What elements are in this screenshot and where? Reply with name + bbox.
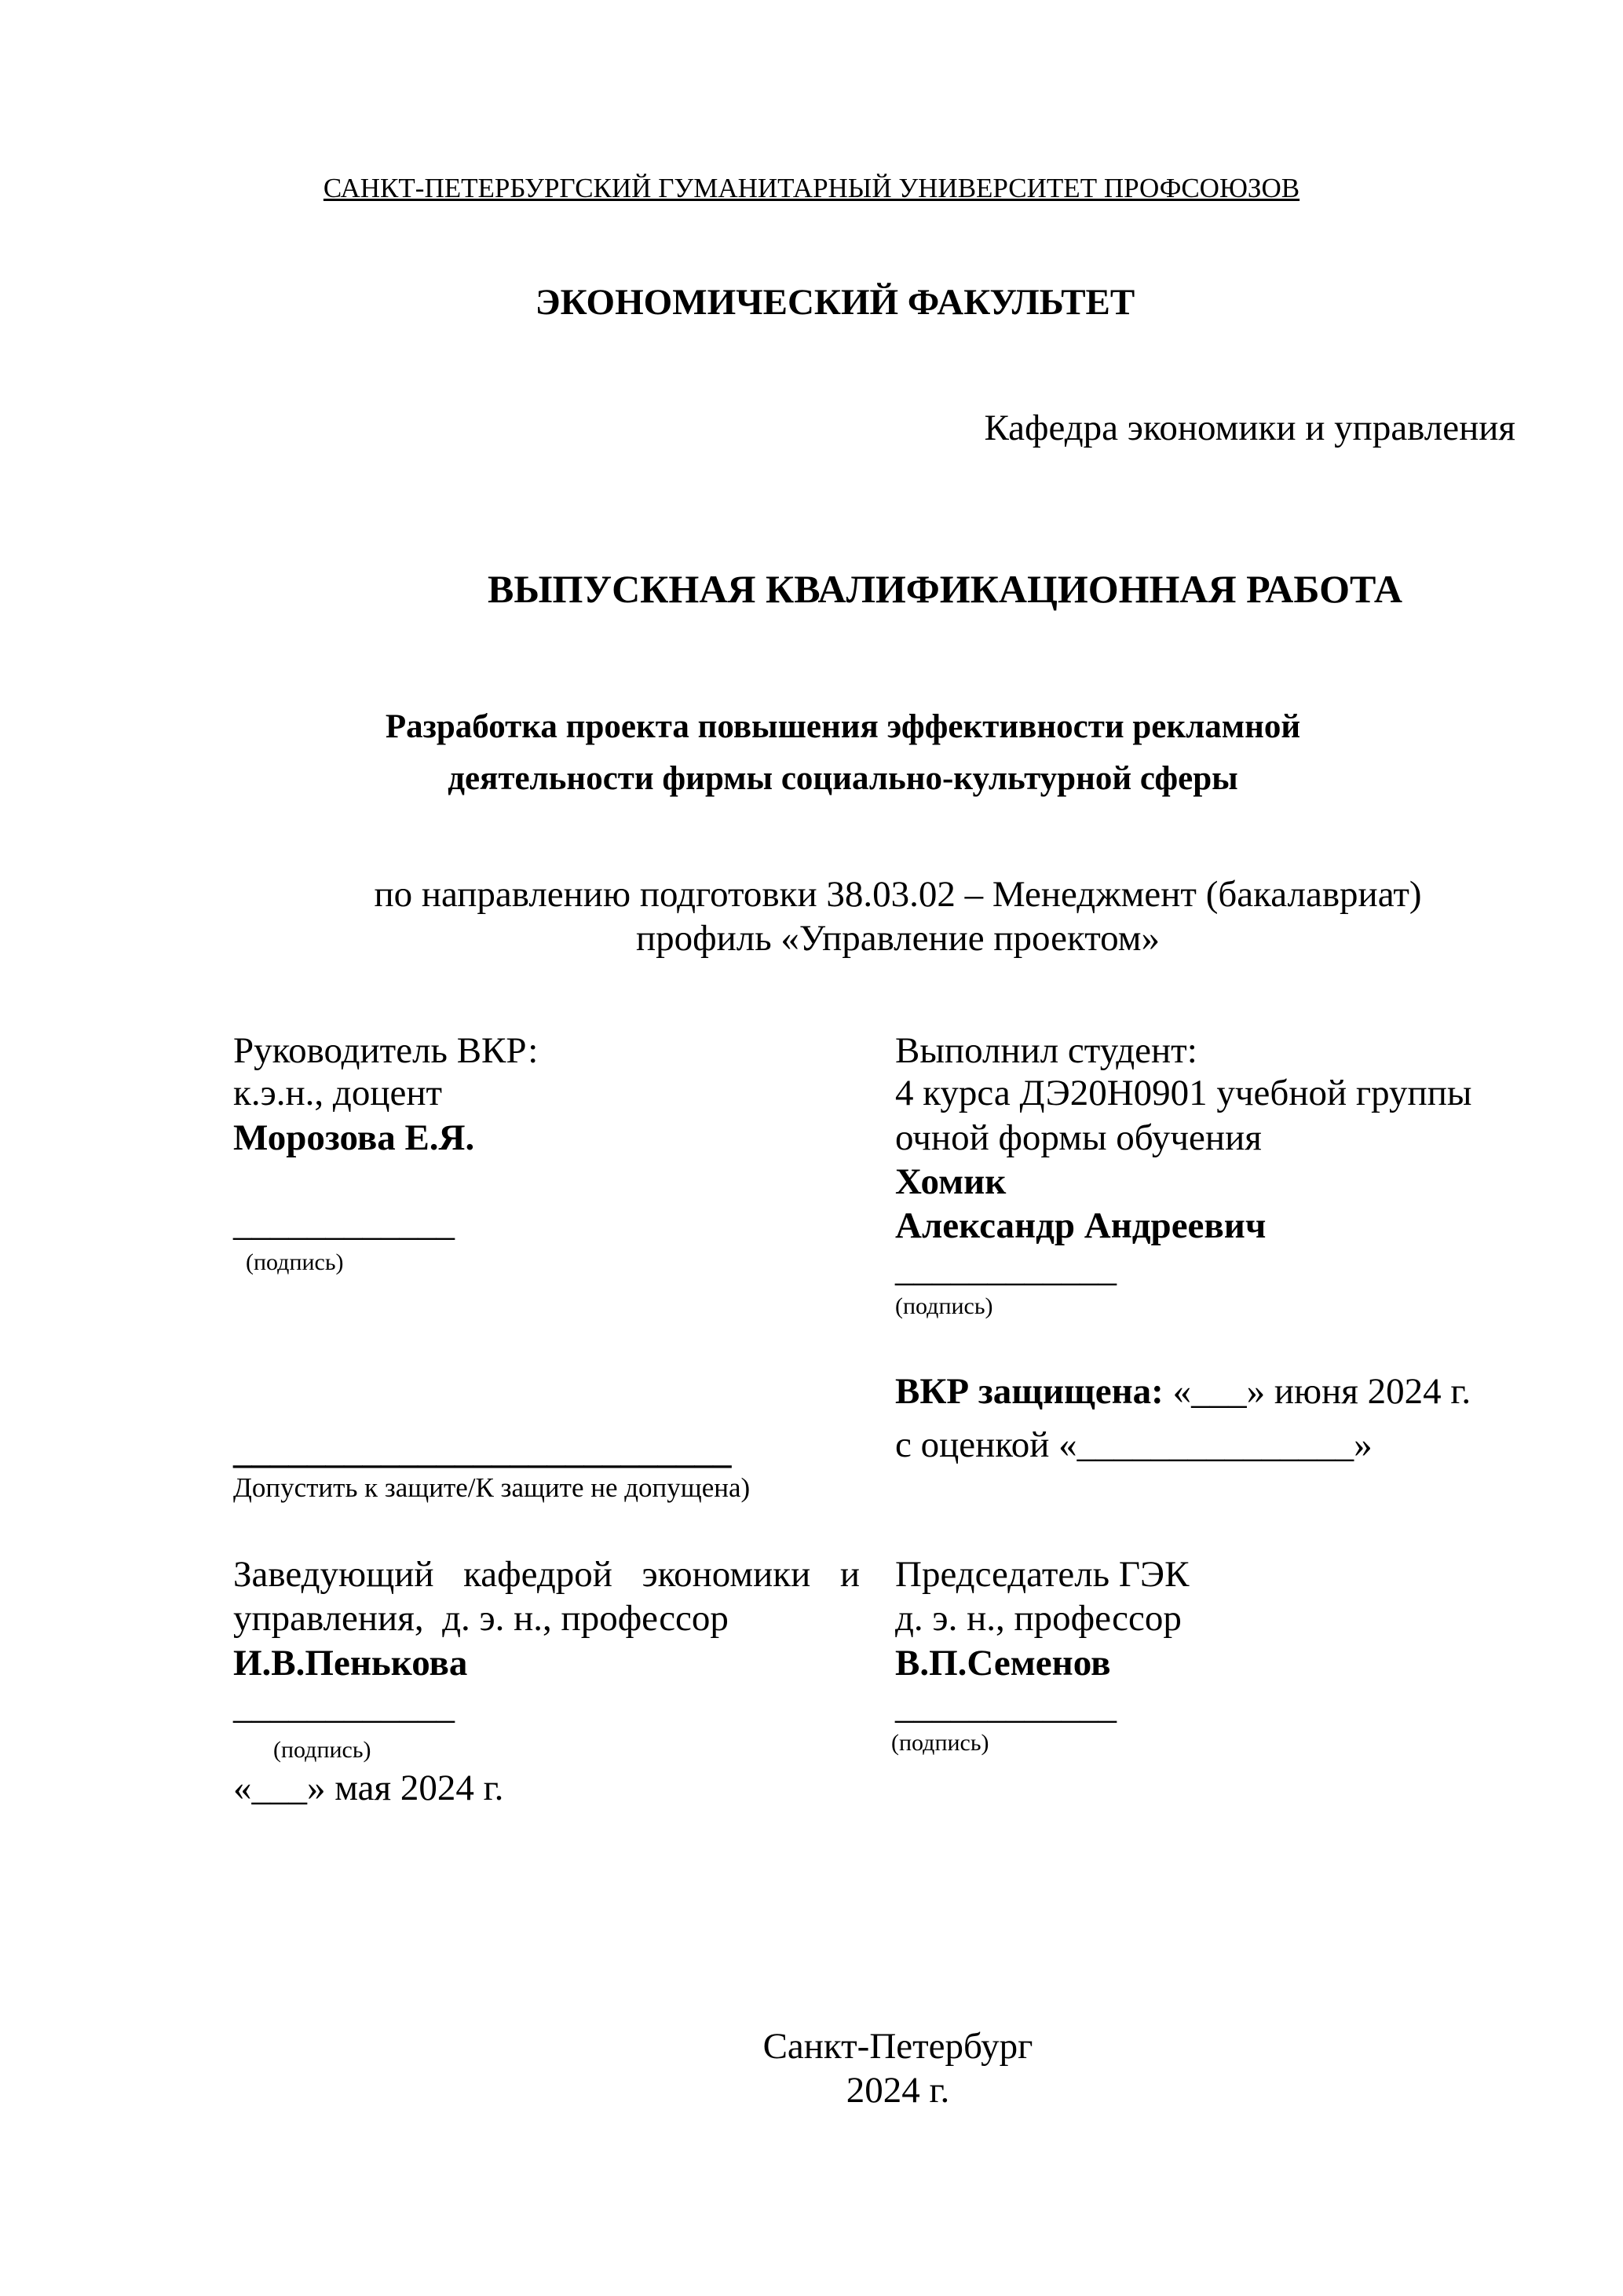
supervisor-name: Морозова Е.Я. bbox=[233, 1117, 475, 1158]
chairman-signature-caption: (подпись) bbox=[891, 1730, 989, 1756]
admission-caption: Допустить к защите/К защите не допущена) bbox=[233, 1472, 751, 1503]
faculty-name: ЭКОНОМИЧЕСКИЙ ФАКУЛЬТЕТ bbox=[535, 282, 1135, 323]
head-of-department-name: И.В.Пенькова bbox=[233, 1643, 468, 1684]
student-label: Выполнил студент: bbox=[895, 1030, 1197, 1071]
head-of-department-signature-caption: (подпись) bbox=[273, 1737, 371, 1763]
head-of-department-title: Заведующий кафедрой экономики и bbox=[233, 1554, 860, 1595]
footer-year: 2024 г. bbox=[846, 2070, 950, 2111]
profile-text: профиль «Управление проектом» bbox=[636, 918, 1160, 959]
defense-date: «___» июня 2024 г. bbox=[1163, 1371, 1471, 1412]
student-study-form: очной формы обучения bbox=[895, 1117, 1262, 1158]
work-title-line1: Разработка проекта повышения эффективности рекламной bbox=[385, 708, 1301, 745]
supervisor-label: Руководитель ВКР: bbox=[233, 1030, 539, 1071]
chairman-label: Председатель ГЭК bbox=[895, 1554, 1190, 1595]
supervisor-signature-line: ____________ bbox=[233, 1203, 455, 1244]
chairman-name: В.П.Семенов bbox=[895, 1643, 1111, 1684]
head-of-department-date: «___» мая 2024 г. bbox=[233, 1768, 504, 1808]
work-type-heading: ВЫПУСКНАЯ КВАЛИФИКАЦИОННАЯ РАБОТА bbox=[488, 567, 1402, 611]
chairman-degree: д. э. н., профессор bbox=[895, 1598, 1182, 1639]
student-signature-caption: (подпись) bbox=[895, 1293, 993, 1319]
head-of-department-signature-line: ____________ bbox=[233, 1686, 455, 1727]
chairman-signature-line: ____________ bbox=[895, 1686, 1117, 1727]
defense-status bbox=[895, 1369, 1471, 1413]
student-group: 4 курса ДЭ20Н0901 учебной группы bbox=[895, 1073, 1472, 1113]
student-signature-line: ____________ bbox=[895, 1249, 1117, 1289]
head-of-department-degree: управления, д. э. н., профессор bbox=[233, 1598, 729, 1639]
department-name: Кафедра экономики и управления bbox=[984, 408, 1515, 448]
defense-label: ВКР защищена: bbox=[895, 1371, 1164, 1412]
supervisor-degree: к.э.н., доцент bbox=[233, 1073, 443, 1113]
defense-grade: с оценкой «_______________» bbox=[895, 1424, 1373, 1465]
work-title-line2: деятельности фирмы социально-культурной сферы bbox=[448, 760, 1238, 797]
student-given-names: Александр Андреевич bbox=[895, 1205, 1267, 1246]
university-name: САНКТ-ПЕТЕРБУРГСКИЙ ГУМАНИТАРНЫЙ УНИВЕРСИТЕТ ПРОФСОЮЗОВ bbox=[323, 173, 1300, 203]
supervisor-signature-caption: (подпись) bbox=[246, 1249, 344, 1275]
admission-line: ___________________________ bbox=[233, 1431, 732, 1472]
student-surname: Хомик bbox=[895, 1161, 1007, 1202]
footer-city: Санкт-Петербург bbox=[762, 2026, 1033, 2067]
direction-text: по направлению подготовки 38.03.02 – Менеджмент (бакалавриат) bbox=[374, 874, 1422, 915]
